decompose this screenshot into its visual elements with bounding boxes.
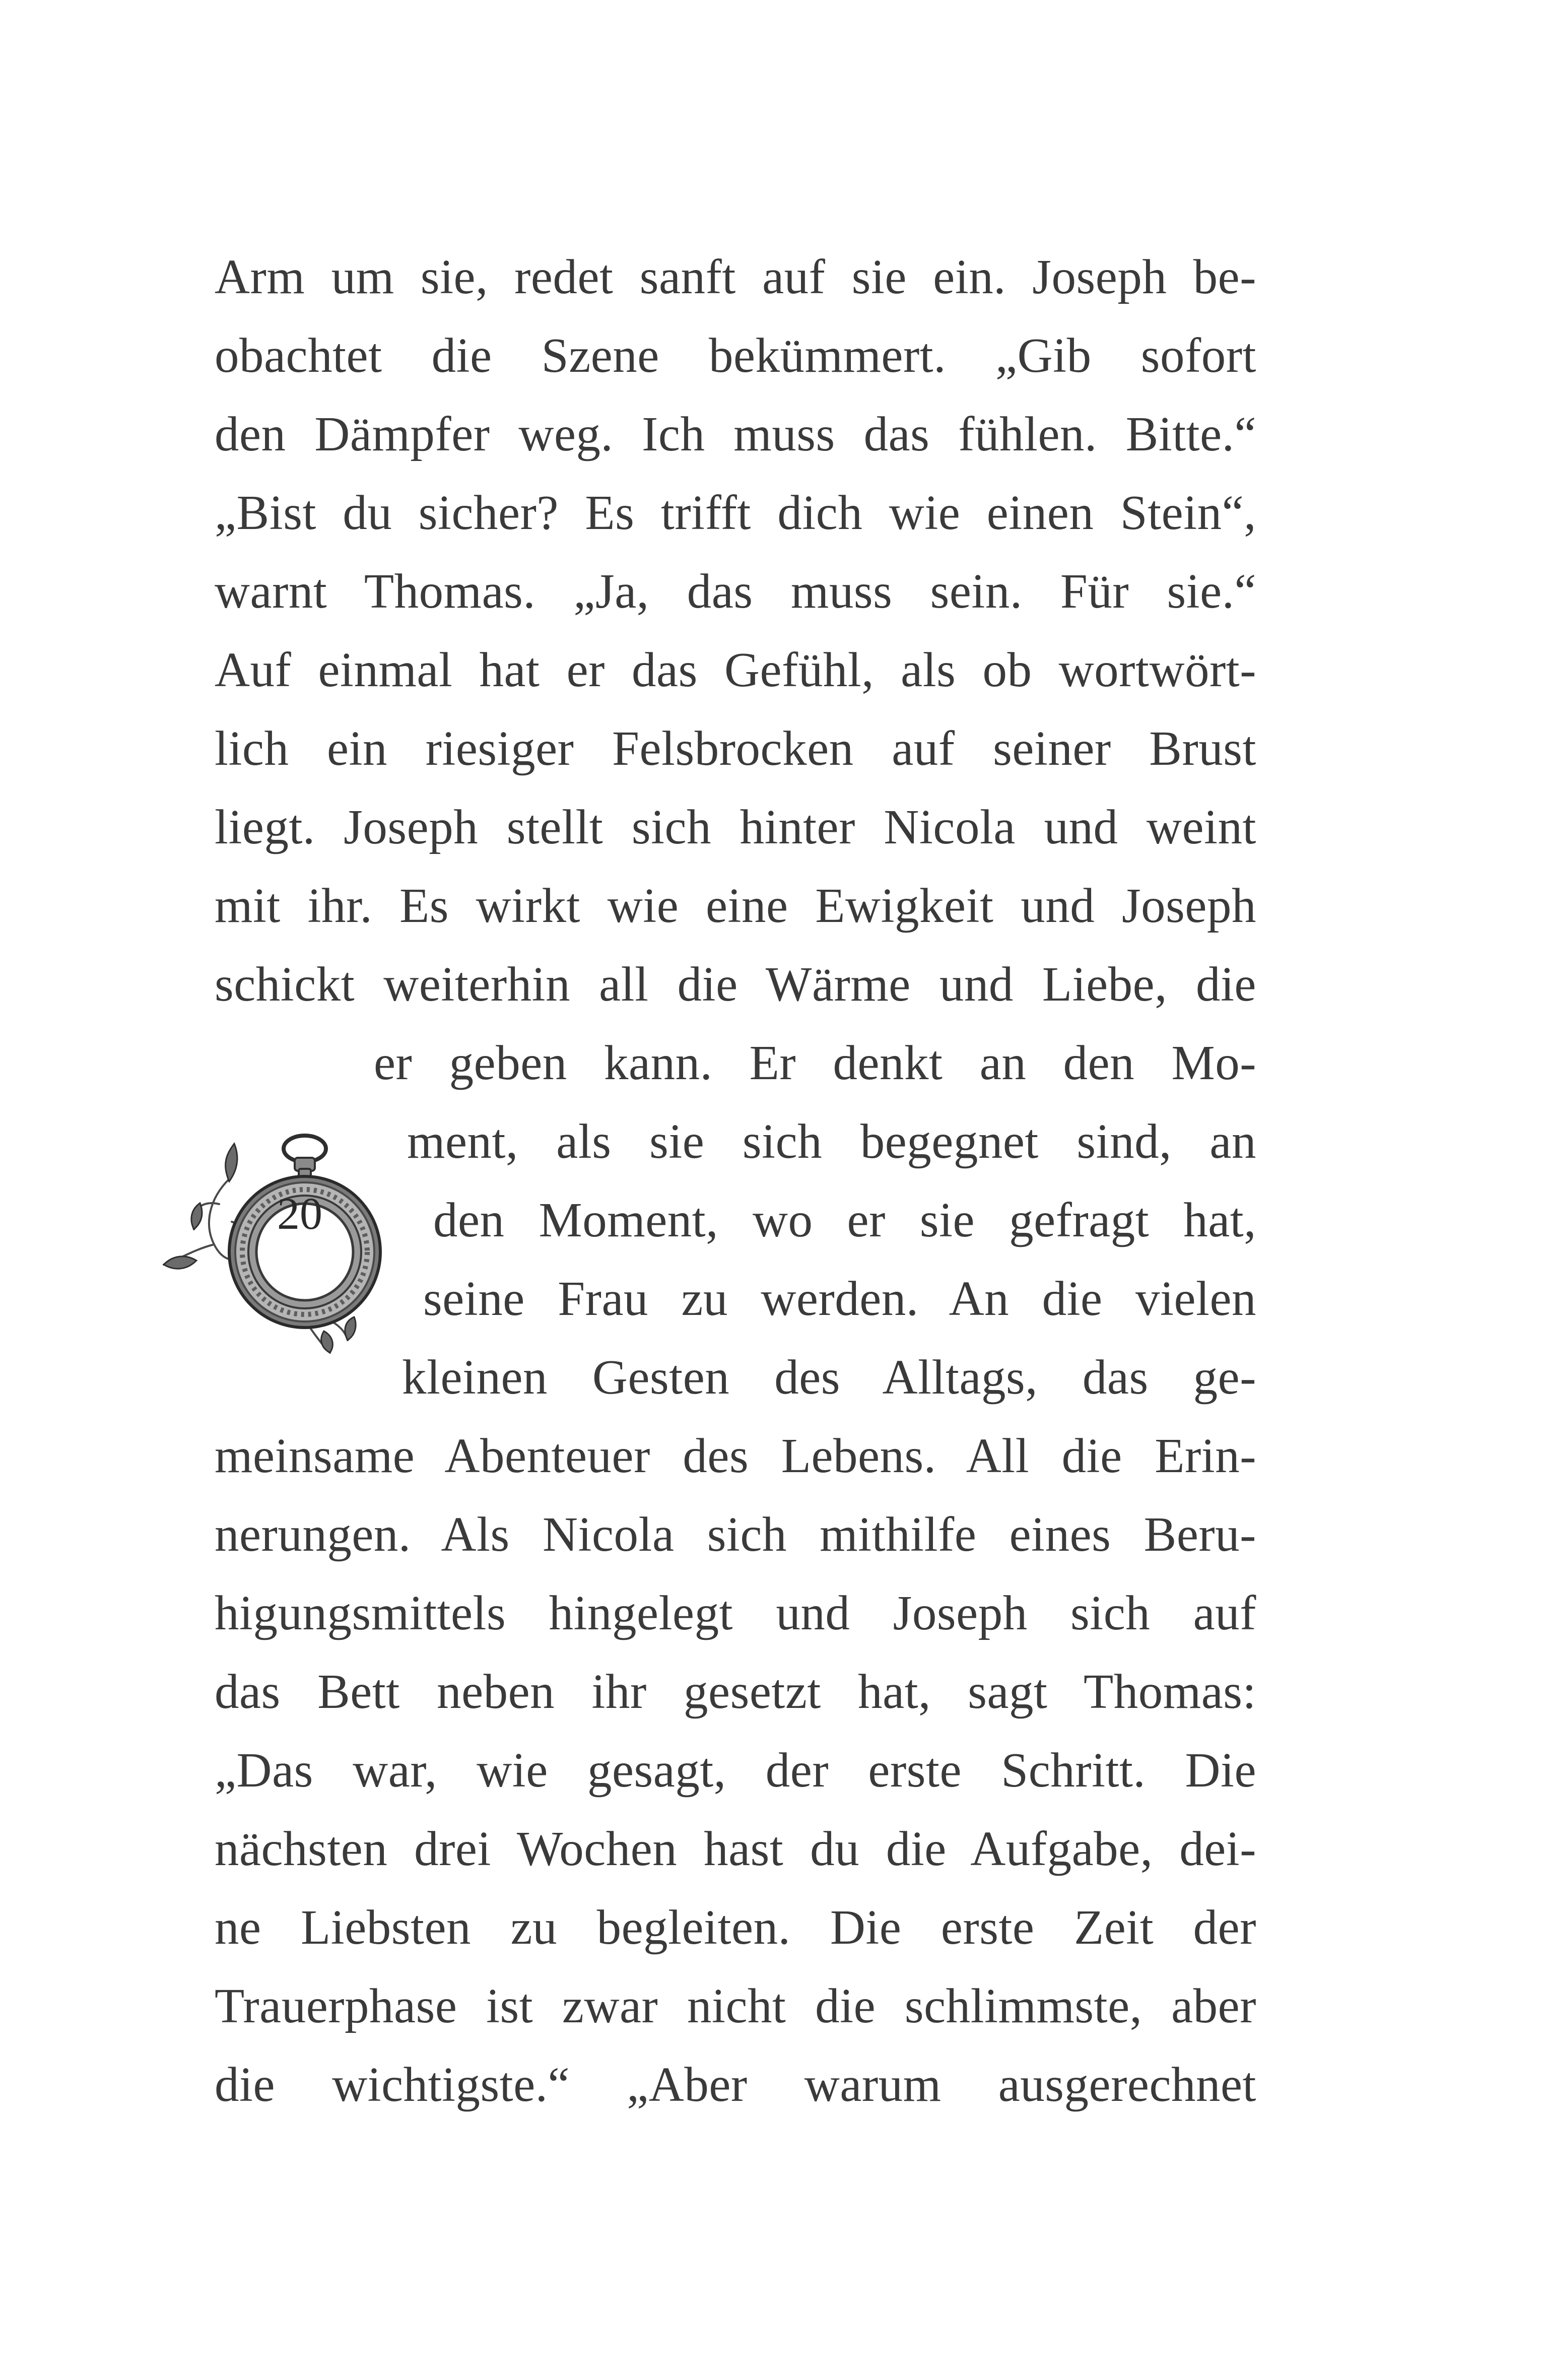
text-line: warnt Thomas. „Ja, das muss sein. Für sie.“ xyxy=(215,564,1256,618)
text-line: nächsten drei Wochen hast du die Aufgabe, dei- xyxy=(215,1822,1256,1876)
text-line: liegt. Joseph stellt sich hinter Nicola und weint xyxy=(215,800,1256,854)
text-line: das Bett neben ihr gesetzt hat, sagt Thomas: xyxy=(215,1665,1256,1718)
text-line: den Dämpfer weg. Ich muss das fühlen. Bitte.“ xyxy=(215,407,1256,461)
text-line: seine Frau zu werden. An die vielen xyxy=(423,1272,1256,1326)
text-line: higungsmittels hingelegt und Joseph sich auf xyxy=(215,1586,1256,1640)
page-number: 20 xyxy=(277,1189,322,1239)
text-line: nerungen. Als Nicola sich mithilfe eines Beru- xyxy=(215,1507,1256,1561)
text-line: ment, als sie sich begegnet sind, an xyxy=(407,1114,1256,1168)
text-line: Auf einmal hat er das Gefühl, als ob wortwört- xyxy=(215,643,1256,697)
text-line: Arm um sie, redet sanft auf sie ein. Joseph be- xyxy=(215,250,1256,304)
text-line: mit ihr. Es wirkt wie eine Ewigkeit und Joseph xyxy=(215,879,1256,933)
text-line: „Bist du sicher? Es trifft dich wie einen Stein“, xyxy=(215,486,1256,540)
text-line: den Moment, wo er sie gefragt hat, xyxy=(433,1193,1256,1247)
text-line: er geben kann. Er denkt an den Mo- xyxy=(374,1036,1256,1090)
text-line: ne Liebsten zu begleiten. Die erste Zeit der xyxy=(215,1900,1256,1954)
text-line: kleinen Gesten des Alltags, das ge- xyxy=(402,1350,1256,1404)
text-line: schickt weiterhin all die Wärme und Liebe, die xyxy=(215,957,1256,1011)
text-line: Trauerphase ist zwar nicht die schlimmste, aber xyxy=(215,1979,1256,2033)
text-line: obachtet die Szene bekümmert. „Gib sofort xyxy=(215,328,1256,382)
text-line: die wichtigste.“ „Aber warum ausgerechnet xyxy=(215,2058,1256,2111)
text-line: lich ein riesiger Felsbrocken auf seiner Brust xyxy=(215,721,1256,775)
text-line: „Das war, wie gesagt, der erste Schritt. Die xyxy=(215,1743,1256,1797)
text-line: meinsame Abenteuer des Lebens. All die Erin- xyxy=(215,1429,1256,1483)
